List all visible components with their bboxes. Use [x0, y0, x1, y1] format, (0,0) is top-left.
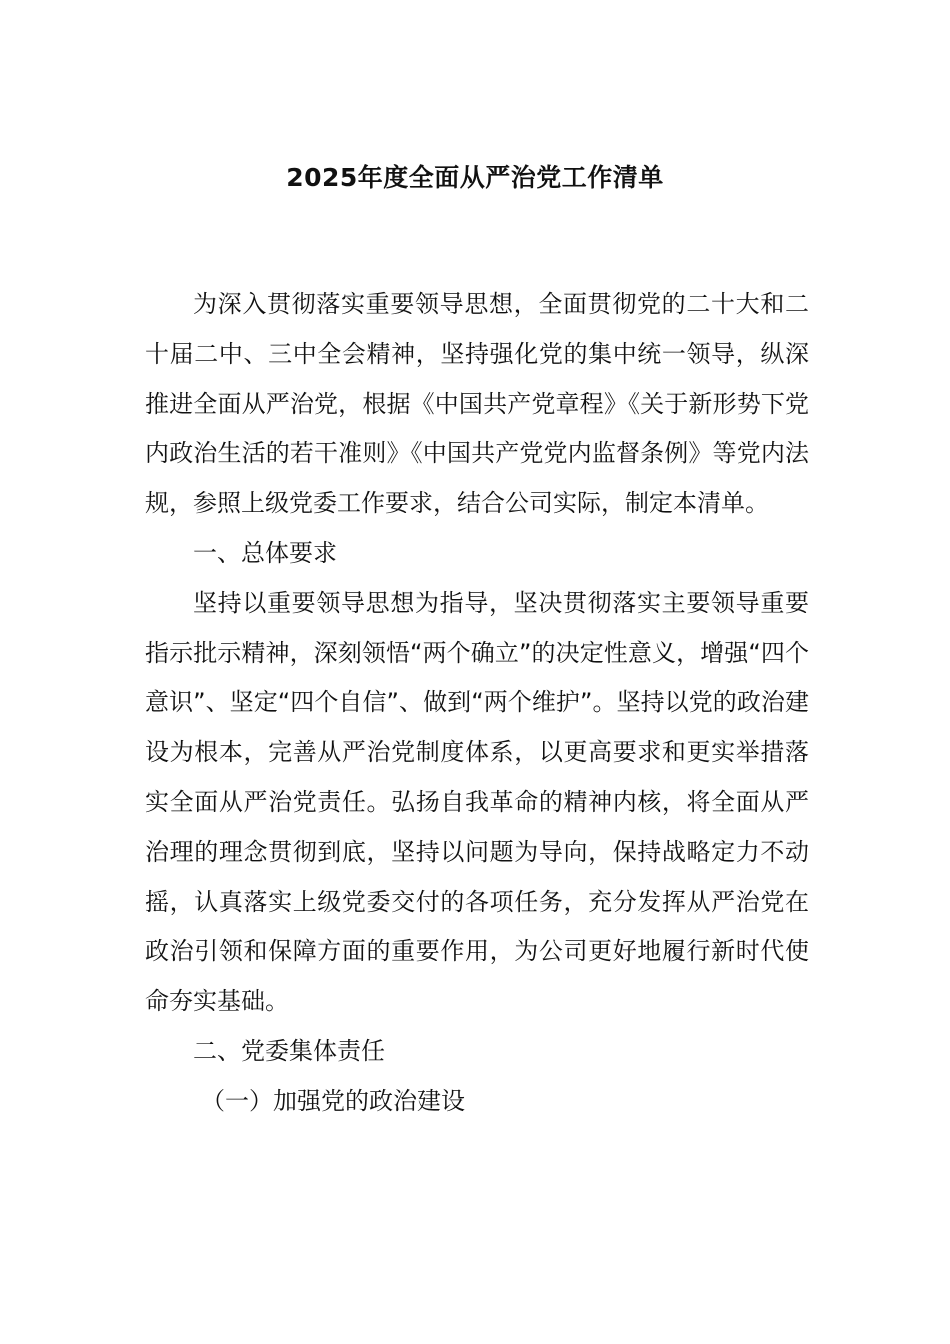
subsection-heading-political-construction: （一）加强党的政治建设	[201, 1086, 465, 1115]
document-body	[145, 280, 809, 1127]
general-requirements-paragraph: 坚持以重要领导思想为指导，坚决贯彻落实主要领导重要指示批示精神，深刻领悟“两个确立”的决定性意义，增强“四个意识”、坚定“四个自信”、做到“两个维护”。坚持以党的政治建设为根本，完善从严治党制度体系，以更高要求和更实举措落实全面从严治党责任。弘扬自我革命的精神内核，将全面从严治理的理念贯彻到底，坚持以问题为导向，保持战略定力不动摇，认真落实上级党委交付的各项任务，充分发挥从严治党在政治引领和保障方面的重要作用，为公司更好地履行新时代使命夯实基础。	[145, 588, 809, 1016]
intro-paragraph: 为深入贯彻落实重要领导思想，全面贯彻党的二十大和二十届二中、三中全会精神，坚持强化党的集中统一领导，纵深推进全面从严治党，根据《中国共产党章程》《关于新形势下党内政治生活的若干准则》《中国共产党党内监督条例》等党内法规，参照上级党委工作要求，结合公司实际，制定本清单。	[145, 290, 809, 518]
section-heading-committee-responsibility: 二、党委集体责任	[193, 1036, 385, 1065]
document-title: 2025年度全面从严治党工作清单	[286, 163, 664, 192]
section-heading-general-requirements: 一、总体要求	[193, 538, 337, 567]
